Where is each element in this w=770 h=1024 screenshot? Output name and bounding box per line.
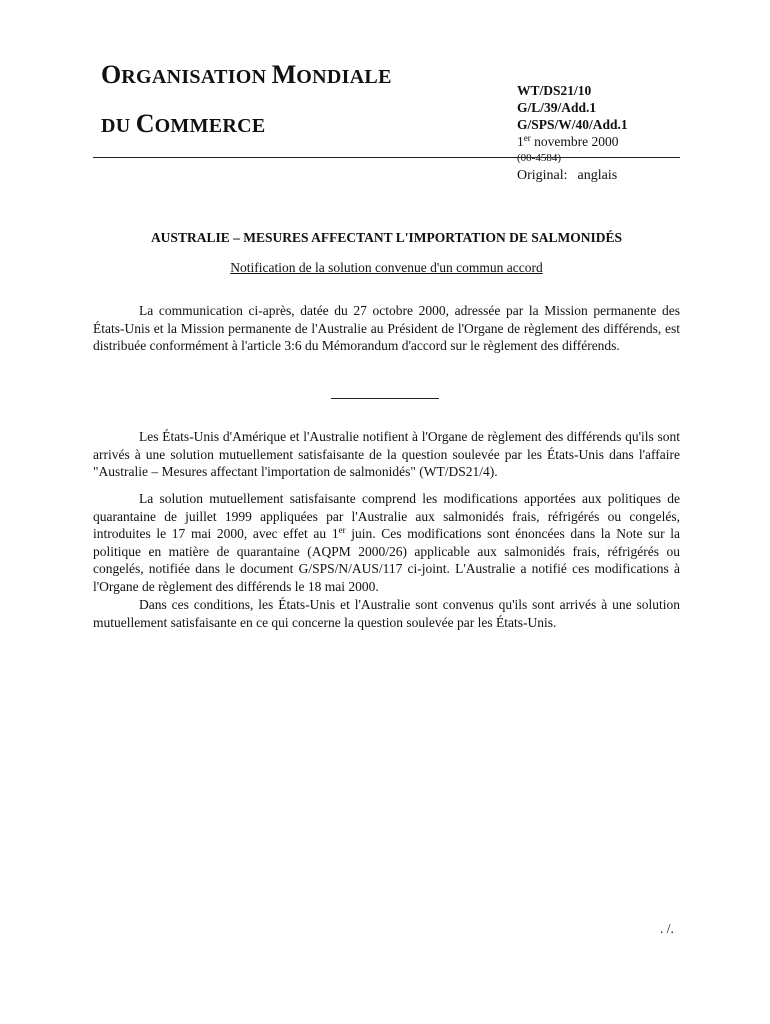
paragraph-solution [93, 490, 680, 596]
date-month-year: novembre 2000 [530, 134, 619, 149]
paragraph-introduction: La communication ci-après, datée du 27 octobre 2000, adressée par la Mission permanente des États-Unis et la Mission permanente de l'Australie au Président de l'Organe de règlement des différends, est distribuée conformément à l'article 3:6 du Mémorandum d'accord sur le règlement des différends. [93, 303, 680, 354]
initial-cap: M [271, 60, 297, 89]
small-caps-text: ONDIALE [296, 66, 392, 88]
small-caps-text: RGANISATION [121, 66, 272, 88]
subtitle-text: Notification de la solution convenue d'un commun accord [230, 260, 543, 275]
date-day: 1 [517, 134, 524, 149]
paragraph-solution-part1: La solution mutuellement satisfaisante comprend les modifications apportées aux politiques de quarantaine de juillet 1999 appliquées par l'Australie aux salmonidés frais, réfrigérés ou congelés, introduites le 17 mai 2000, avec effet au 1 [93, 491, 680, 542]
section-separator [331, 398, 439, 399]
paragraph-conclusion: Dans ces conditions, les États-Unis et l'Australie sont convenus qu'ils sont arrivés à une solution mutuellement satisfaisante en ce qui concerne la question soulevée par les États-Unis. [93, 597, 680, 630]
organisation-name-line2 [101, 111, 392, 160]
ordinal-superscript: er [338, 525, 346, 536]
paragraph-solution-part2: juin. Ces modifications sont énoncées dans la Note sur la politique en matière de quarantaine (AQPM 2000/26) applicable aux salmonidés frais, réfrigérés ou congelés, notifiée dans le document G/SPS/N/AUS/117 ci-joint. L'Australie a notifié ces modifications à l'Organe de règlement des différends le 18 mai 2000. [93, 526, 681, 594]
organisation-name [101, 62, 392, 160]
document-subtitle [93, 260, 680, 276]
date-ordinal: er [523, 133, 531, 143]
header-rule [93, 157, 680, 158]
continuation-mark: . /. [660, 921, 674, 936]
original-language [517, 168, 617, 184]
organisation-name-line1 [101, 62, 392, 111]
original-label: Original: [517, 168, 568, 183]
document-number: (00-4584) [517, 152, 561, 164]
paragraph-notification: Les États-Unis d'Amérique et l'Australie notifient à l'Organe de règlement des différends qu'ils sont arrivés à une solution mutuellement satisfaisante de la question soulevée par les États-Unis dans l'affaire "Australie – Mesures affectant l'importation de salmonidés" (WT/DS21/4). [93, 429, 680, 480]
doc-symbol: G/SPS/W/40/Add.1 [517, 117, 628, 132]
small-caps-text: DU [101, 115, 136, 137]
document-date [517, 133, 628, 150]
original-value: anglais [577, 168, 618, 183]
small-caps-text: OMMERCE [154, 115, 266, 137]
document-title: AUSTRALIE – MESURES AFFECTANT L'IMPORTATION DE SALMONIDÉS [150, 230, 623, 245]
document-reference-block [517, 82, 628, 166]
doc-symbol: G/L/39/Add.1 [517, 100, 597, 115]
doc-symbol: WT/DS21/10 [517, 83, 592, 98]
initial-cap: O [101, 60, 122, 89]
initial-cap: C [135, 109, 155, 138]
